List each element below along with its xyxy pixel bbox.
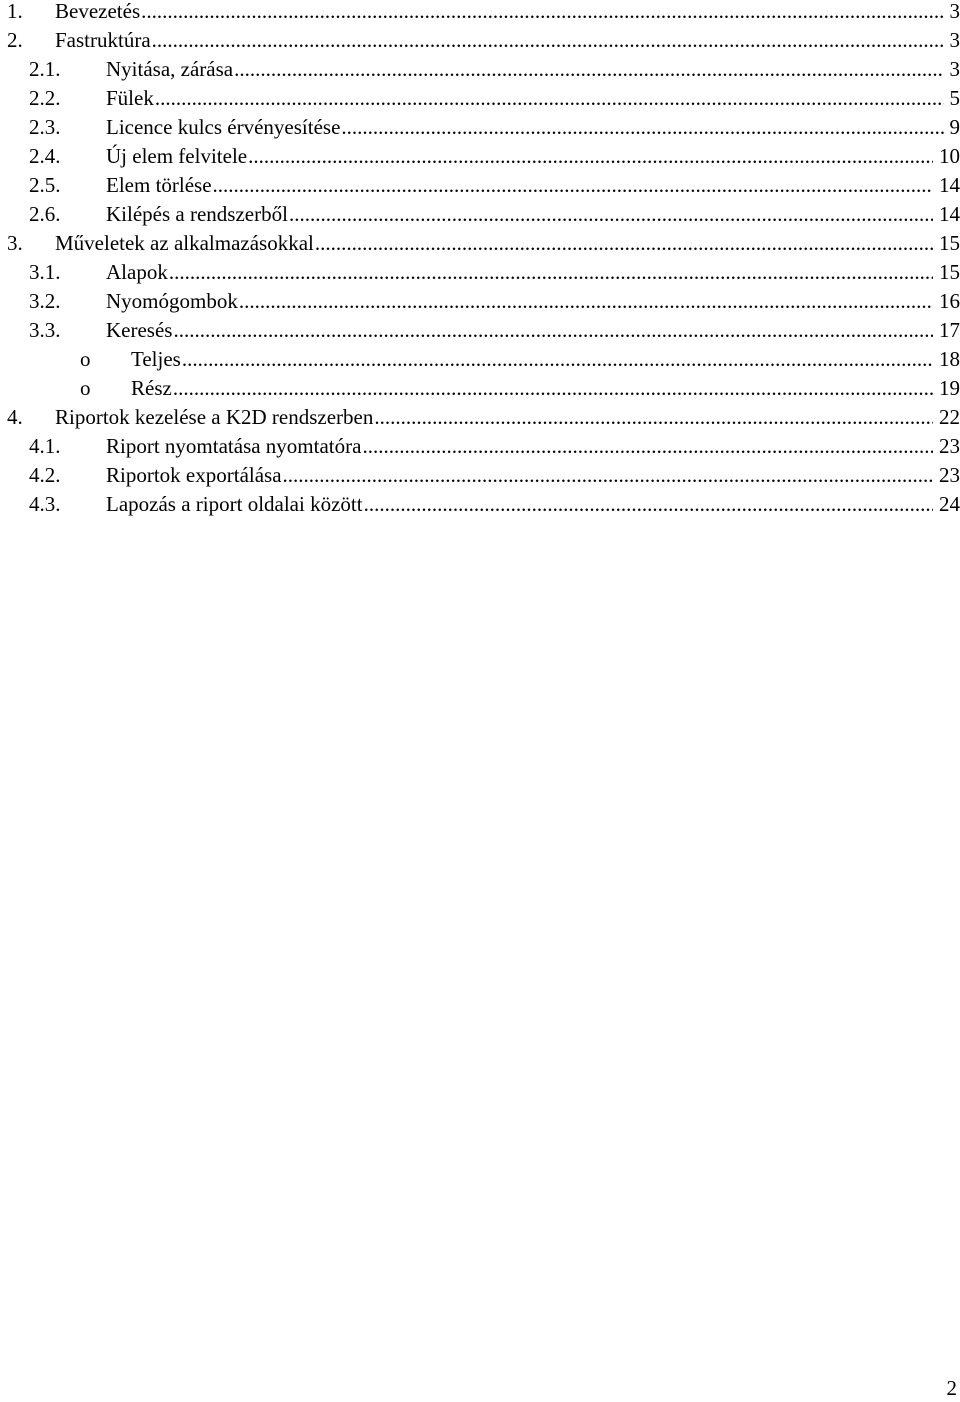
toc-entry-page: 14: [939, 173, 960, 197]
toc-entry-body: [106, 492, 960, 516]
toc-entry-page: 18: [939, 347, 960, 371]
toc-entry-body: [55, 28, 960, 52]
toc-entry-title: Licence kulcs érvényesítése: [106, 115, 341, 139]
toc-entry-page: 16: [939, 289, 960, 313]
toc-entry-page: 22: [939, 405, 960, 429]
toc-entry[interactable]: [0, 197, 960, 226]
toc-entry-number: 2.: [7, 28, 23, 52]
toc-entry[interactable]: [0, 81, 960, 110]
toc-entry-title: Riportok exportálása: [106, 463, 282, 487]
toc-entry-title: Rész: [131, 376, 172, 400]
toc-entry-title: Műveletek az alkalmazásokkal: [55, 231, 314, 255]
toc-entry-title: Kilépés a rendszerből: [106, 202, 288, 226]
toc-entry[interactable]: [0, 226, 960, 255]
toc-entry[interactable]: [0, 255, 960, 284]
toc-entry-page: 23: [939, 434, 960, 458]
toc-entry[interactable]: [0, 139, 960, 168]
toc-entry-number: 2.5.: [29, 173, 61, 197]
toc-entry-body: [106, 318, 960, 342]
toc-bullet: o: [80, 376, 91, 400]
toc-entry-page: 3: [949, 28, 960, 52]
toc-entry[interactable]: [0, 284, 960, 313]
toc-entry-body: [55, 405, 960, 429]
dot-leader: [234, 57, 943, 81]
dot-leader: [173, 376, 933, 400]
toc-entry-title: Alapok: [106, 260, 168, 284]
dot-leader: [173, 318, 933, 342]
toc-entry-title: Riport nyomtatása nyomtatóra: [106, 434, 362, 458]
toc-entry[interactable]: [0, 168, 960, 197]
toc-entry-title: Nyomógombok: [106, 289, 238, 313]
dot-leader: [364, 492, 933, 516]
toc-entry-body: [55, 0, 960, 23]
toc-entry-page: 19: [939, 376, 960, 400]
toc-entry-page: 24: [939, 492, 960, 516]
toc-entry-title: Bevezetés: [55, 0, 141, 23]
toc-entry[interactable]: [0, 110, 960, 139]
toc-bullet: o: [80, 347, 91, 371]
toc-entry[interactable]: [0, 429, 960, 458]
toc-entry-number: 1.: [7, 0, 23, 23]
toc-entry-title: Nyitása, zárása: [106, 57, 234, 81]
page-number: 2: [946, 1376, 957, 1400]
dot-leader: [213, 173, 933, 197]
toc-entry-body: [106, 86, 960, 110]
toc-entry-number: 3.2.: [29, 289, 61, 313]
toc-entry-number: 2.4.: [29, 144, 61, 168]
dot-leader: [239, 289, 933, 313]
toc-entry-page: 15: [939, 231, 960, 255]
toc-entry-page: 3: [949, 57, 960, 81]
toc-entry-body: [106, 202, 960, 226]
toc-entry[interactable]: [0, 487, 960, 516]
toc-entry-page: 9: [949, 115, 960, 139]
toc-entry-body: [106, 173, 960, 197]
toc-entry-number: 2.3.: [29, 115, 61, 139]
toc-entry-title: Fastruktúra: [55, 28, 151, 52]
dot-leader: [315, 231, 933, 255]
toc-entry-title: Riportok kezelése a K2D rendszerben: [55, 405, 374, 429]
toc-entry-number: 2.2.: [29, 86, 61, 110]
toc-entry-page: 15: [939, 260, 960, 284]
toc-entry-body: [131, 347, 960, 371]
dot-leader: [152, 28, 944, 52]
dot-leader: [248, 144, 933, 168]
toc-entry-title: Fülek: [106, 86, 154, 110]
toc-entry-number: 2.6.: [29, 202, 61, 226]
toc-entry-page: 3: [949, 0, 960, 23]
toc-entry-title: Teljes: [131, 347, 181, 371]
toc-entry-number: 3.: [7, 231, 23, 255]
toc-entry-title: Keresés: [106, 318, 173, 342]
toc-entry[interactable]: [0, 0, 960, 23]
toc-entry[interactable]: [0, 52, 960, 81]
dot-leader: [169, 260, 933, 284]
toc-entry-title: Lapozás a riport oldalai között: [106, 492, 363, 516]
dot-leader: [182, 347, 933, 371]
toc-entry-number: 3.1.: [29, 260, 61, 284]
toc-entry-body: [106, 260, 960, 284]
toc-entry-page: 5: [949, 86, 960, 110]
toc-entry-body: [106, 144, 960, 168]
toc-entry-body: [106, 434, 960, 458]
toc-entry-page: 10: [939, 144, 960, 168]
dot-leader: [155, 86, 944, 110]
toc-entry-body: [131, 376, 960, 400]
toc-entry-page: 14: [939, 202, 960, 226]
dot-leader: [141, 0, 943, 23]
toc-entry-number: 4.3.: [29, 492, 61, 516]
toc-entry-number: 4.1.: [29, 434, 61, 458]
toc-entry[interactable]: [0, 23, 960, 52]
toc-entry-title: Új elem felvitele: [106, 144, 248, 168]
dot-leader: [341, 115, 943, 139]
toc-entry-title: Elem törlése: [106, 173, 212, 197]
toc-entry-number: 4.: [7, 405, 23, 429]
toc-entry-number: 3.3.: [29, 318, 61, 342]
dot-leader: [362, 434, 933, 458]
dot-leader: [289, 202, 933, 226]
toc-entry-number: 2.1.: [29, 57, 61, 81]
toc-entry[interactable]: [0, 371, 960, 400]
toc-entry-body: [106, 57, 960, 81]
toc-entry-body: [55, 231, 960, 255]
toc-entry-page: 23: [939, 463, 960, 487]
toc-entry[interactable]: [0, 342, 960, 371]
toc-entry[interactable]: [0, 400, 960, 429]
dot-leader: [374, 405, 933, 429]
table-of-contents: [0, 0, 960, 516]
toc-entry-page: 17: [939, 318, 960, 342]
toc-entry-body: [106, 115, 960, 139]
toc-entry-number: 4.2.: [29, 463, 61, 487]
toc-entry-body: [106, 463, 960, 487]
toc-entry[interactable]: [0, 458, 960, 487]
dot-leader: [283, 463, 933, 487]
toc-entry[interactable]: [0, 313, 960, 342]
toc-entry-body: [106, 289, 960, 313]
